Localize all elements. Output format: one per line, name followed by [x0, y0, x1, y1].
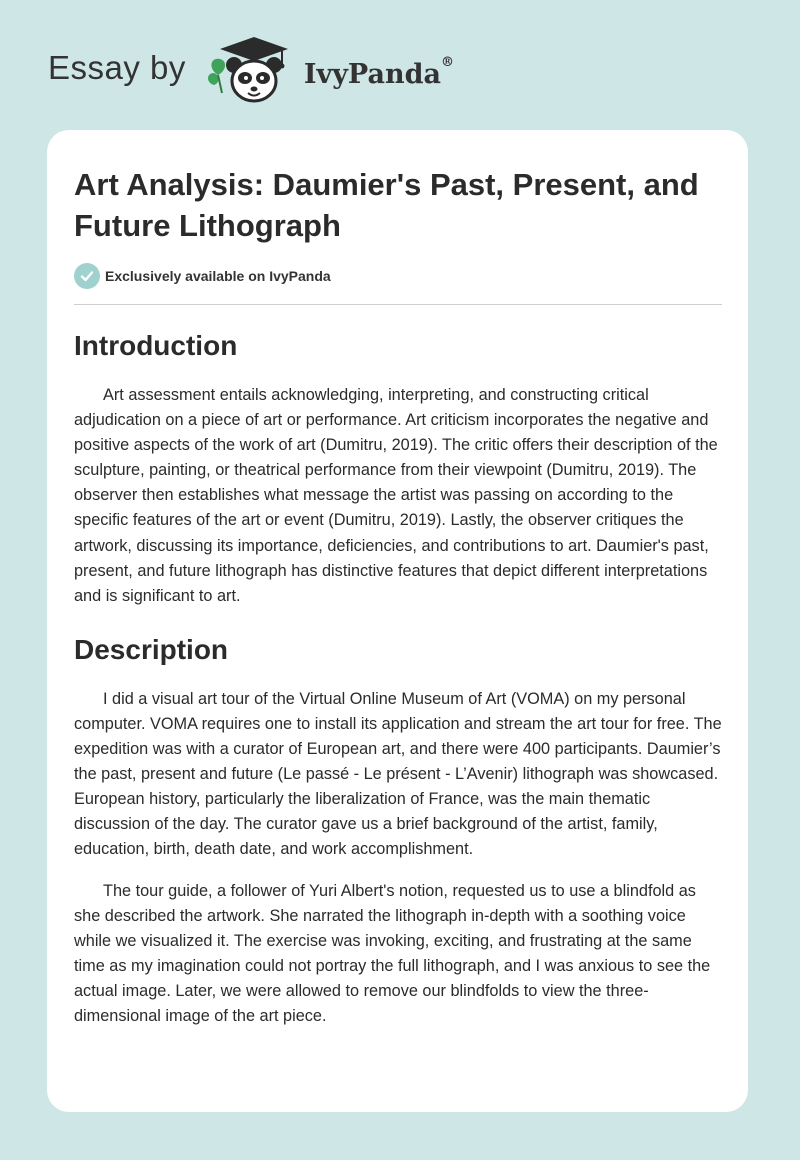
registered-mark: ® — [440, 54, 454, 70]
section-heading: Description — [74, 633, 229, 665]
section-heading: Introduction — [74, 330, 238, 361]
section-description — [74, 631, 722, 1029]
paragraph: Art assessment entails acknowledging, interpreting, and constructing critical adjudication on a piece of art or performance. Art criticism incorporates the negative and positive aspects of the work of art (Dumitru, 2019). The critic offers their description of the sculpture, painting, or theatrical performance from their viewpoint (Dumitru, 2019). The observer then establishes what message the artist was passing on according to the specific features of the art or event (Dumitru, 2019). Lastly, the observer critiques the artwork, discussing its importance, deficiencies, and contributions to art. Daumier's past, present, and future lithograph has distinctive features that depict different interpretations and is significant to art. — [74, 386, 718, 605]
exclusive-badge — [74, 262, 722, 290]
divider — [74, 304, 722, 305]
brand-name[interactable]: IvyPanda® — [303, 54, 454, 90]
essay-by-label: Essay by — [48, 49, 186, 86]
paragraph: The tour guide, a follower of Yuri Albert's notion, requested us to use a blindfold as she described the artwork. She narrated the lithograph in-depth with a soothing voice while we visualized it. The exercise was invoking, exciting, and frustrating at the same time as my imagination could not portray the full lithograph, and I was anxious to see the actual image. Later, we were allowed to remove our blindfolds to view the three-dimensional image of the art piece. — [74, 881, 711, 1025]
section-introduction — [74, 327, 722, 609]
panda-graduate-icon[interactable] — [204, 35, 296, 107]
article-card — [47, 130, 748, 1112]
check-icon — [74, 263, 100, 289]
exclusive-label: Exclusively available on IvyPanda — [105, 268, 331, 284]
page-title: Art Analysis: Daumier's Past, Present, and Future Lithograph — [74, 167, 699, 243]
paragraph: I did a visual art tour of the Virtual Online Museum of Art (VOMA) on my personal computer. VOMA requires one to install its application and stream the art tour for free. The expedition was with a curator of European art, and there were 400 participants. Daumier’s the past, present and future (Le passé - Le présent - L’Avenir) lithograph was showcased. European history, particularly the liberalization of France, was the main thematic discussion of the day. The curator gave us a brief background of the artist, family, education, birth, death date, and work accomplishment. — [74, 689, 722, 859]
site-header — [48, 36, 454, 106]
